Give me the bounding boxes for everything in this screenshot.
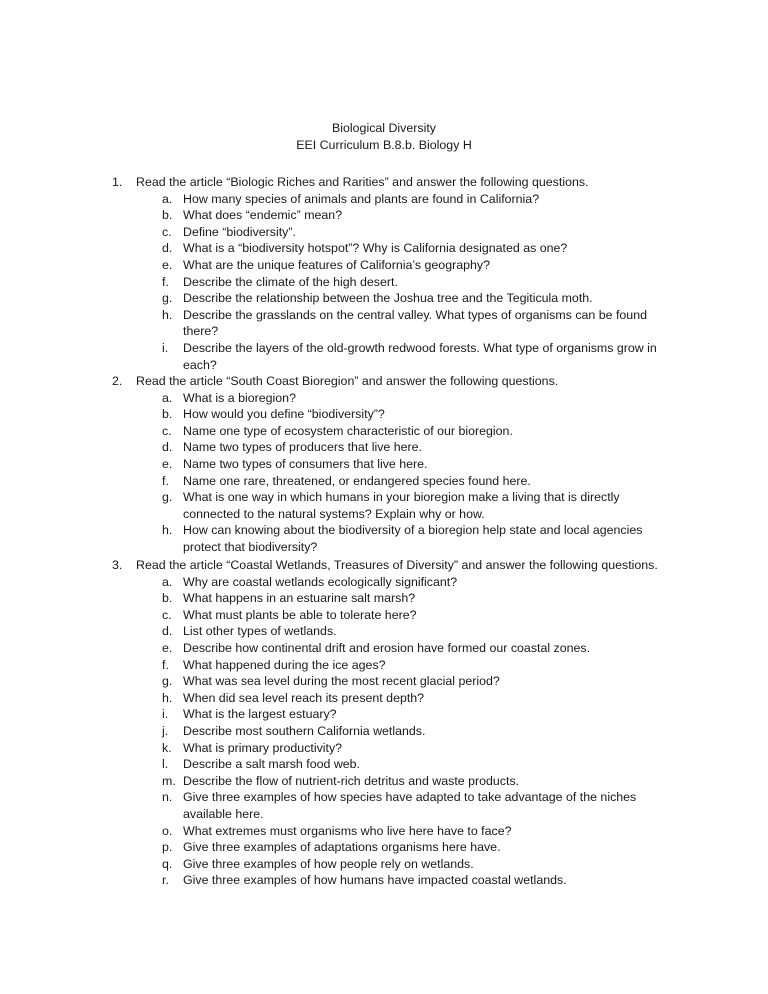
section-intro-text: Read the article “Coastal Wetlands, Treasures of Diversity” and answer the following questions. [136, 558, 658, 572]
question-letter: q. [162, 856, 173, 871]
question-letter: i. [162, 340, 169, 355]
question-item [112, 390, 672, 407]
question-text: Describe the climate of the high desert. [183, 274, 398, 289]
question-text: What does “endemic” mean? [183, 208, 343, 223]
question-item [112, 839, 672, 856]
question-section-2 [112, 373, 672, 556]
question-letter: l. [162, 757, 169, 772]
question-list [112, 191, 672, 374]
question-text: Describe how continental drift and erosion have formed our coastal zones. [183, 640, 591, 655]
section-number: 3. [112, 558, 123, 572]
question-item [112, 473, 672, 490]
question-text: Describe the grasslands on the central valley. What types of organisms can be found there? [183, 307, 647, 339]
question-letter: p. [162, 840, 173, 855]
question-text: What happened during the ice ages? [183, 657, 386, 672]
question-text: What is a “biodiversity hotspot”? Why is California designated as one? [183, 241, 568, 256]
question-text: List other types of wetlands. [183, 624, 337, 639]
question-text: Name one type of ecosystem characteristic of our bioregion. [183, 423, 513, 438]
question-letter: g. [162, 291, 173, 306]
question-letter: g. [162, 674, 173, 689]
question-item [112, 191, 672, 208]
question-text: Give three examples of how species have adapted to take advantage of the niches available here. [183, 790, 637, 821]
question-text: What extremes must organisms who live here have to face? [183, 823, 512, 838]
question-text: What happens in an estuarine salt marsh? [183, 591, 416, 606]
question-letter: d. [162, 241, 173, 256]
question-item [112, 640, 672, 657]
question-item [112, 740, 672, 757]
question-item [112, 439, 672, 456]
question-letter: o. [162, 823, 173, 838]
question-item [112, 623, 672, 640]
question-section-3 [112, 557, 672, 889]
question-letter: a. [162, 191, 173, 206]
document-title: Biological Diversity [332, 121, 436, 135]
question-letter: r. [162, 873, 169, 888]
question-letter: c. [162, 224, 172, 239]
question-item [112, 856, 672, 873]
question-item [112, 423, 672, 440]
question-letter: n. [162, 790, 173, 805]
question-text: Name one rare, threatened, or endangered species found here. [183, 473, 531, 488]
question-item [112, 823, 672, 840]
question-text: Describe most southern California wetlands. [183, 723, 426, 738]
question-text: What was sea level during the most recent glacial period? [183, 674, 500, 689]
question-list [112, 574, 672, 889]
question-item [112, 257, 672, 274]
question-item [112, 789, 672, 822]
question-text: How would you define “biodiversity”? [183, 407, 385, 422]
question-item [112, 406, 672, 423]
question-letter: h. [162, 523, 173, 538]
section-intro [112, 174, 672, 191]
question-letter: m. [162, 773, 176, 788]
question-text: What is primary productivity? [183, 740, 343, 755]
question-item [112, 872, 672, 889]
question-item [112, 657, 672, 674]
question-item [112, 756, 672, 773]
question-item [112, 489, 672, 522]
question-letter: d. [162, 440, 173, 455]
question-item [112, 574, 672, 591]
question-letter: k. [162, 740, 172, 755]
question-letter: f. [162, 473, 169, 488]
section-number: 2. [112, 374, 123, 388]
section-intro [112, 557, 672, 574]
question-item [112, 773, 672, 790]
question-item [112, 706, 672, 723]
question-item [112, 456, 672, 473]
question-text: How can knowing about the biodiversity of a bioregion help state and local agencies protect that biodiversity? [183, 523, 643, 554]
question-section-1 [112, 174, 672, 373]
question-letter: h. [162, 690, 173, 705]
section-intro-text: Read the article “South Coast Bioregion” and answer the following questions. [136, 374, 559, 388]
question-letter: f. [162, 657, 169, 672]
question-letter: e. [162, 456, 173, 471]
question-item [112, 590, 672, 607]
question-item [112, 673, 672, 690]
question-letter: a. [162, 390, 173, 405]
section-intro [112, 373, 672, 390]
document-header [0, 120, 768, 153]
question-letter: b. [162, 591, 173, 606]
question-text: What is the largest estuary? [183, 707, 337, 722]
question-letter: g. [162, 490, 173, 505]
question-item [112, 690, 672, 707]
question-text: How many species of animals and plants are found in California? [183, 191, 540, 206]
question-letter: f. [162, 274, 169, 289]
question-item [112, 307, 672, 340]
question-letter: d. [162, 624, 173, 639]
question-text: Describe a salt marsh food web. [183, 757, 360, 772]
question-text: Describe the layers of the old-growth redwood forests. What type of organisms grow in each? [183, 340, 657, 372]
question-item [112, 290, 672, 307]
question-letter: i. [162, 707, 169, 722]
question-letter: j. [162, 723, 169, 738]
question-letter: e. [162, 257, 173, 272]
question-text: What are the unique features of California’s geography? [183, 257, 490, 272]
question-text: Name two types of producers that live here. [183, 440, 422, 455]
question-letter: c. [162, 607, 172, 622]
document-subtitle: EEI Curriculum B.8.b. Biology H [296, 137, 472, 152]
question-list [112, 390, 672, 556]
question-item [112, 340, 672, 373]
question-text: Give three examples of how humans have impacted coastal wetlands. [183, 873, 567, 888]
section-intro-text: Read the article “Biologic Riches and Rarities” and answer the following questions. [136, 175, 589, 189]
question-text: Define “biodiversity”. [183, 224, 296, 239]
question-item [112, 240, 672, 257]
question-letter: c. [162, 423, 172, 438]
question-text: Name two types of consumers that live here. [183, 456, 428, 471]
question-item [112, 723, 672, 740]
question-item [112, 607, 672, 624]
question-text: Give three examples of how people rely on wetlands. [183, 856, 474, 871]
question-letter: h. [162, 307, 173, 322]
question-item [112, 522, 672, 555]
question-text: Why are coastal wetlands ecologically significant? [183, 574, 458, 589]
question-text: What is a bioregion? [183, 390, 296, 405]
question-item [112, 224, 672, 241]
question-text: Describe the relationship between the Joshua tree and the Tegiticula moth. [183, 291, 593, 306]
question-item [112, 274, 672, 291]
section-number: 1. [112, 175, 123, 189]
question-text: Give three examples of adaptations organisms here have. [183, 840, 501, 855]
question-text: What is one way in which humans in your bioregion make a living that is directly connected to the natural systems? Explain why or how. [183, 490, 620, 521]
question-item [112, 207, 672, 224]
question-letter: b. [162, 407, 173, 422]
question-text: When did sea level reach its present depth? [183, 690, 425, 705]
question-text: Describe the flow of nutrient-rich detritus and waste products. [183, 773, 520, 788]
question-letter: b. [162, 208, 173, 223]
question-letter: a. [162, 574, 173, 589]
question-text: What must plants be able to tolerate here? [183, 607, 417, 622]
question-letter: e. [162, 640, 173, 655]
